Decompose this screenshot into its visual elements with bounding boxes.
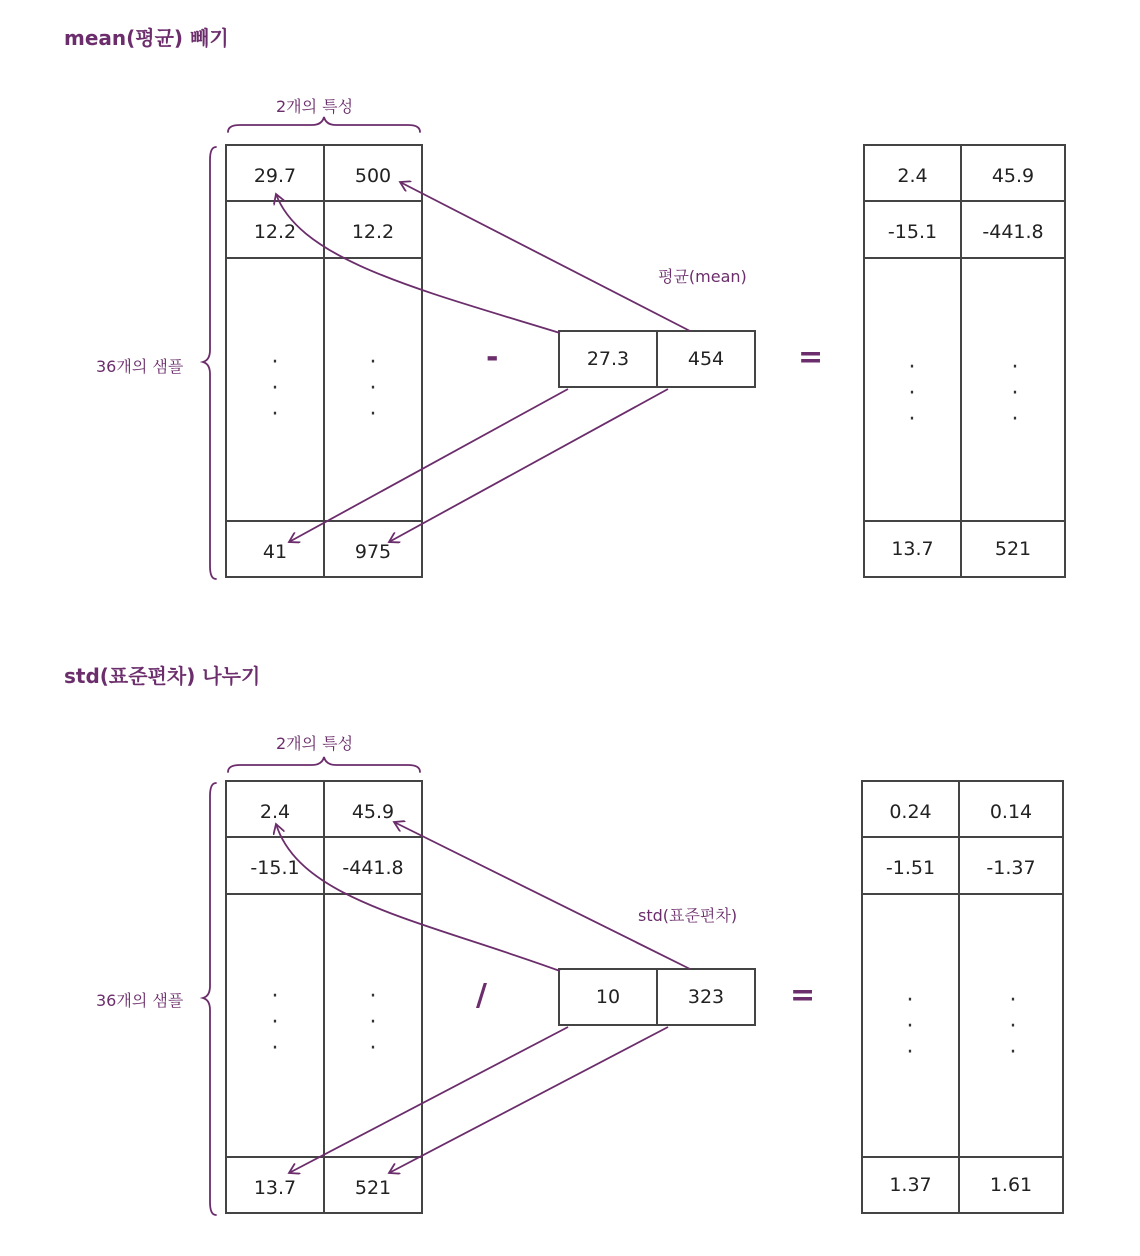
divide-operator: / bbox=[476, 978, 487, 1013]
std-result-r1c1: 0.24 bbox=[889, 800, 932, 823]
std-result-last-c1: 1.37 bbox=[889, 1174, 932, 1196]
mean-input-r2c2: 12.2 bbox=[351, 221, 395, 243]
std-section-heading: std(표준편차) 나누기 bbox=[64, 664, 261, 688]
mean-vector-c2: 454 bbox=[687, 348, 725, 370]
std-samples-brace bbox=[203, 783, 216, 1215]
std-result-ellipsis-c1: · · · bbox=[906, 988, 914, 1065]
mean-result-ellipsis-c2: · · · bbox=[1011, 355, 1019, 432]
std-input-last-c2: 521 bbox=[354, 1176, 392, 1199]
mean-section-heading: mean(평균) 빼기 bbox=[64, 26, 229, 50]
minus-operator: - bbox=[486, 340, 499, 375]
std-arrow-to-last-col1 bbox=[289, 1027, 568, 1173]
std-arrow-to-row1-col2 bbox=[394, 822, 690, 969]
mean-features-brace bbox=[228, 117, 420, 132]
mean-input-r1c1: 29.7 bbox=[253, 164, 297, 187]
mean-input-last-c1: 41 bbox=[262, 540, 288, 563]
std-vector-c2: 323 bbox=[687, 986, 725, 1008]
mean-result-r2c1: -15.1 bbox=[887, 221, 938, 243]
mean-equals-sign: = bbox=[798, 340, 824, 375]
std-features-label: 2개의 특성 bbox=[276, 734, 354, 753]
std-result-r2c2: -1.37 bbox=[986, 857, 1036, 879]
mean-input-r1c2: 500 bbox=[354, 164, 392, 187]
mean-result-ellipsis-c1: · · · bbox=[908, 355, 916, 432]
mean-samples-brace bbox=[203, 147, 216, 579]
std-input-r2c2: -441.8 bbox=[342, 857, 404, 879]
mean-vector-c1: 27.3 bbox=[586, 348, 630, 370]
std-input-last-c1: 13.7 bbox=[253, 1176, 297, 1199]
std-input-r1c1: 2.4 bbox=[259, 800, 291, 823]
mean-input-ellipsis-c2: · · · bbox=[369, 350, 377, 427]
mean-arrow-to-last-col1 bbox=[289, 389, 568, 542]
std-input-r2c1: -15.1 bbox=[250, 857, 300, 879]
std-arrow-to-last-col2 bbox=[389, 1027, 668, 1173]
std-input-ellipsis-c2: · · · bbox=[369, 984, 377, 1061]
mean-input-ellipsis-c1: · · · bbox=[271, 350, 279, 427]
mean-result-last-c2: 521 bbox=[994, 538, 1032, 560]
std-input-ellipsis-c1: · · · bbox=[271, 984, 279, 1061]
std-vector-c1: 10 bbox=[595, 986, 621, 1008]
mean-input-last-c2: 975 bbox=[354, 540, 392, 563]
std-input-r1c2: 45.9 bbox=[351, 800, 395, 823]
mean-result-r1c1: 2.4 bbox=[897, 164, 928, 187]
mean-result-last-c1: 13.7 bbox=[891, 538, 934, 560]
std-result-ellipsis-c2: · · · bbox=[1009, 988, 1017, 1065]
std-samples-label: 36개의 샘플 bbox=[96, 991, 184, 1010]
std-features-brace bbox=[228, 757, 420, 772]
mean-input-r2c1: 12.2 bbox=[253, 221, 297, 243]
std-result-r2c1: -1.51 bbox=[885, 857, 936, 879]
std-equals-sign: = bbox=[790, 978, 816, 1013]
mean-arrow-to-row1-col2 bbox=[400, 182, 690, 331]
mean-features-label: 2개의 특성 bbox=[276, 97, 354, 116]
std-vector-label: std(표준편차) bbox=[638, 906, 738, 925]
mean-result-r2c2: -441.8 bbox=[982, 221, 1044, 243]
std-result-last-c2: 1.61 bbox=[989, 1174, 1033, 1196]
mean-result-r1c2: 45.9 bbox=[991, 164, 1035, 187]
mean-samples-label: 36개의 샘플 bbox=[96, 357, 184, 376]
mean-vector-label: 평균(mean) bbox=[658, 267, 747, 286]
std-result-r1c2: 0.14 bbox=[989, 800, 1033, 823]
mean-arrow-to-last-col2 bbox=[389, 389, 668, 542]
